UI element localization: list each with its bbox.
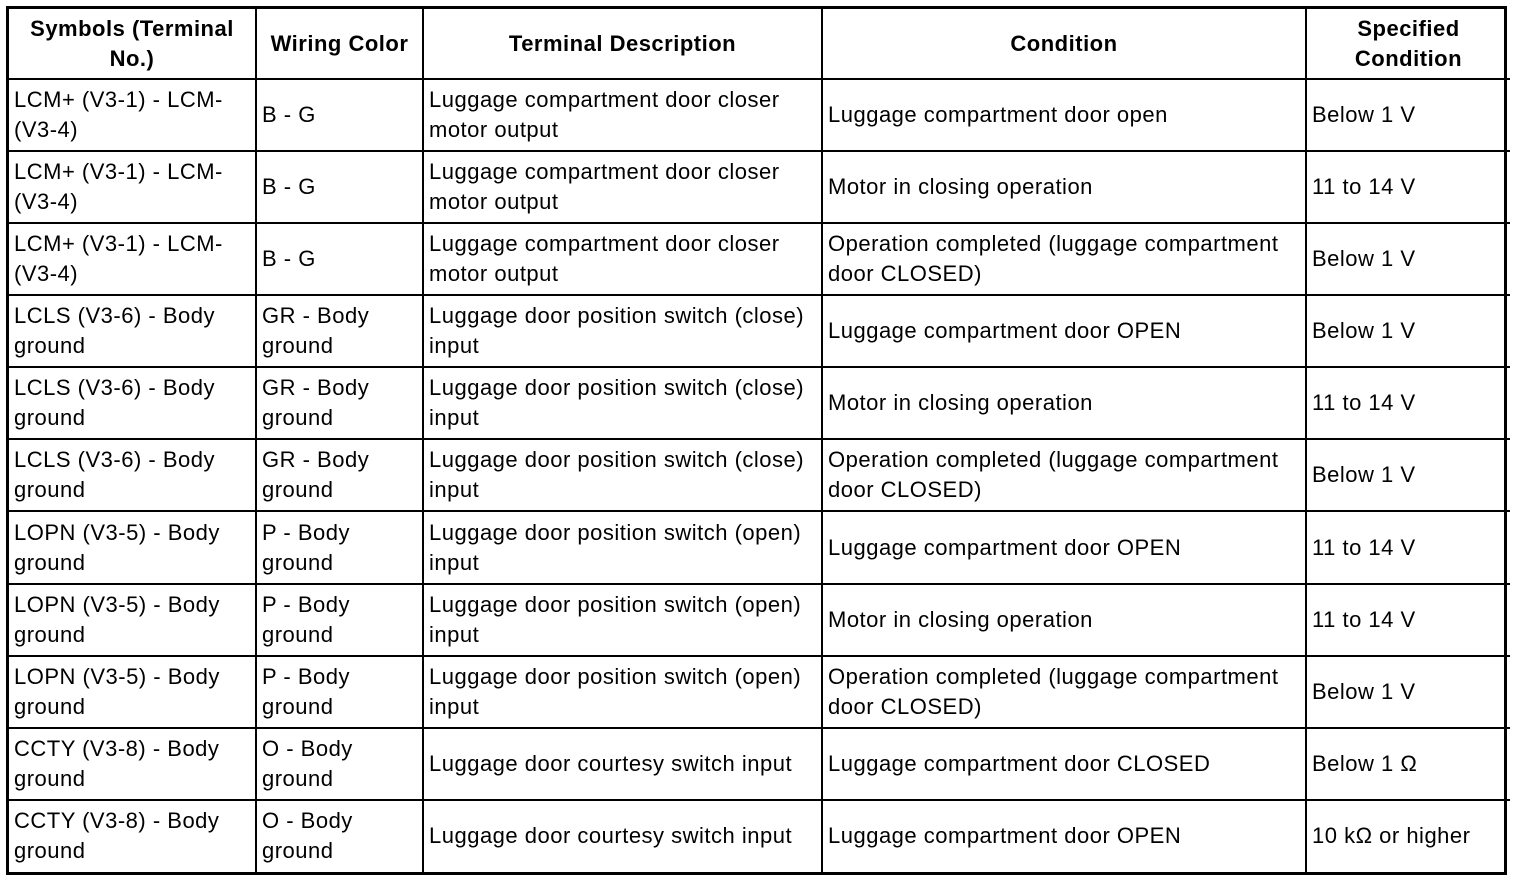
cell-wiring-color: P - Body ground <box>256 584 423 656</box>
cell-symbols: CCTY (V3-8) - Body ground <box>9 728 256 800</box>
cell-wiring-color: GR - Body ground <box>256 367 423 439</box>
cell-specified-condition: Below 1 V <box>1306 656 1510 728</box>
table-row <box>9 151 1510 223</box>
table-row <box>9 511 1510 583</box>
cell-specified-condition: Below 1 V <box>1306 79 1510 151</box>
cell-wiring-color: B - G <box>256 151 423 223</box>
cell-symbols: LCM+ (V3-1) - LCM- (V3-4) <box>9 151 256 223</box>
cell-condition: Operation completed (luggage compartment door CLOSED) <box>822 439 1306 511</box>
cell-terminal-description: Luggage compartment door closer motor output <box>423 223 822 295</box>
cell-condition: Motor in closing operation <box>822 367 1306 439</box>
cell-condition: Motor in closing operation <box>822 584 1306 656</box>
cell-terminal-description: Luggage compartment door closer motor output <box>423 79 822 151</box>
cell-specified-condition: 11 to 14 V <box>1306 584 1510 656</box>
cell-wiring-color: B - G <box>256 79 423 151</box>
cell-specified-condition: Below 1 Ω <box>1306 728 1510 800</box>
cell-terminal-description: Luggage door position switch (open) input <box>423 656 822 728</box>
table-row <box>9 728 1510 800</box>
cell-wiring-color: B - G <box>256 223 423 295</box>
cell-wiring-color: O - Body ground <box>256 728 423 800</box>
table-row <box>9 439 1510 511</box>
cell-condition: Luggage compartment door OPEN <box>822 295 1306 367</box>
header-row <box>9 9 1510 79</box>
cell-condition: Luggage compartment door OPEN <box>822 800 1306 872</box>
cell-specified-condition: 11 to 14 V <box>1306 511 1510 583</box>
cell-symbols: LCM+ (V3-1) - LCM- (V3-4) <box>9 223 256 295</box>
cell-terminal-description: Luggage door position switch (close) input <box>423 439 822 511</box>
cell-wiring-color: GR - Body ground <box>256 439 423 511</box>
cell-terminal-description: Luggage compartment door closer motor output <box>423 151 822 223</box>
cell-terminal-description: Luggage door position switch (close) input <box>423 367 822 439</box>
cell-symbols: CCTY (V3-8) - Body ground <box>9 800 256 872</box>
table-row <box>9 584 1510 656</box>
table-row <box>9 295 1510 367</box>
table-row <box>9 367 1510 439</box>
cell-symbols: LOPN (V3-5) - Body ground <box>9 656 256 728</box>
table-row <box>9 223 1510 295</box>
header-symbols: Symbols (Terminal No.) <box>9 9 256 79</box>
cell-condition: Operation completed (luggage compartment door CLOSED) <box>822 656 1306 728</box>
cell-terminal-description: Luggage door position switch (open) input <box>423 584 822 656</box>
cell-symbols: LOPN (V3-5) - Body ground <box>9 584 256 656</box>
cell-terminal-description: Luggage door courtesy switch input <box>423 728 822 800</box>
cell-specified-condition: 11 to 14 V <box>1306 367 1510 439</box>
cell-condition: Luggage compartment door CLOSED <box>822 728 1306 800</box>
cell-terminal-description: Luggage door position switch (close) input <box>423 295 822 367</box>
cell-specified-condition: 11 to 14 V <box>1306 151 1510 223</box>
table-row <box>9 656 1510 728</box>
cell-specified-condition: 10 kΩ or higher <box>1306 800 1510 872</box>
cell-condition: Luggage compartment door open <box>822 79 1306 151</box>
cell-wiring-color: P - Body ground <box>256 511 423 583</box>
cell-symbols: LCLS (V3-6) - Body ground <box>9 367 256 439</box>
cell-specified-condition: Below 1 V <box>1306 223 1510 295</box>
header-wiring-color: Wiring Color <box>256 9 423 79</box>
cell-terminal-description: Luggage door position switch (open) input <box>423 511 822 583</box>
header-specified-condition: Specified Condition <box>1306 9 1510 79</box>
terminal-inspection-table <box>9 9 1510 872</box>
cell-terminal-description: Luggage door courtesy switch input <box>423 800 822 872</box>
cell-wiring-color: P - Body ground <box>256 656 423 728</box>
table-row <box>9 800 1510 872</box>
cell-symbols: LCLS (V3-6) - Body ground <box>9 295 256 367</box>
cell-symbols: LCM+ (V3-1) - LCM- (V3-4) <box>9 79 256 151</box>
cell-symbols: LCLS (V3-6) - Body ground <box>9 439 256 511</box>
terminal-inspection-table-wrapper <box>6 6 1507 875</box>
cell-wiring-color: O - Body ground <box>256 800 423 872</box>
table-row <box>9 79 1510 151</box>
cell-specified-condition: Below 1 V <box>1306 439 1510 511</box>
cell-condition: Luggage compartment door OPEN <box>822 511 1306 583</box>
cell-symbols: LOPN (V3-5) - Body ground <box>9 511 256 583</box>
cell-condition: Motor in closing operation <box>822 151 1306 223</box>
cell-wiring-color: GR - Body ground <box>256 295 423 367</box>
cell-condition: Operation completed (luggage compartment door CLOSED) <box>822 223 1306 295</box>
cell-specified-condition: Below 1 V <box>1306 295 1510 367</box>
header-condition: Condition <box>822 9 1306 79</box>
header-terminal-description: Terminal Description <box>423 9 822 79</box>
